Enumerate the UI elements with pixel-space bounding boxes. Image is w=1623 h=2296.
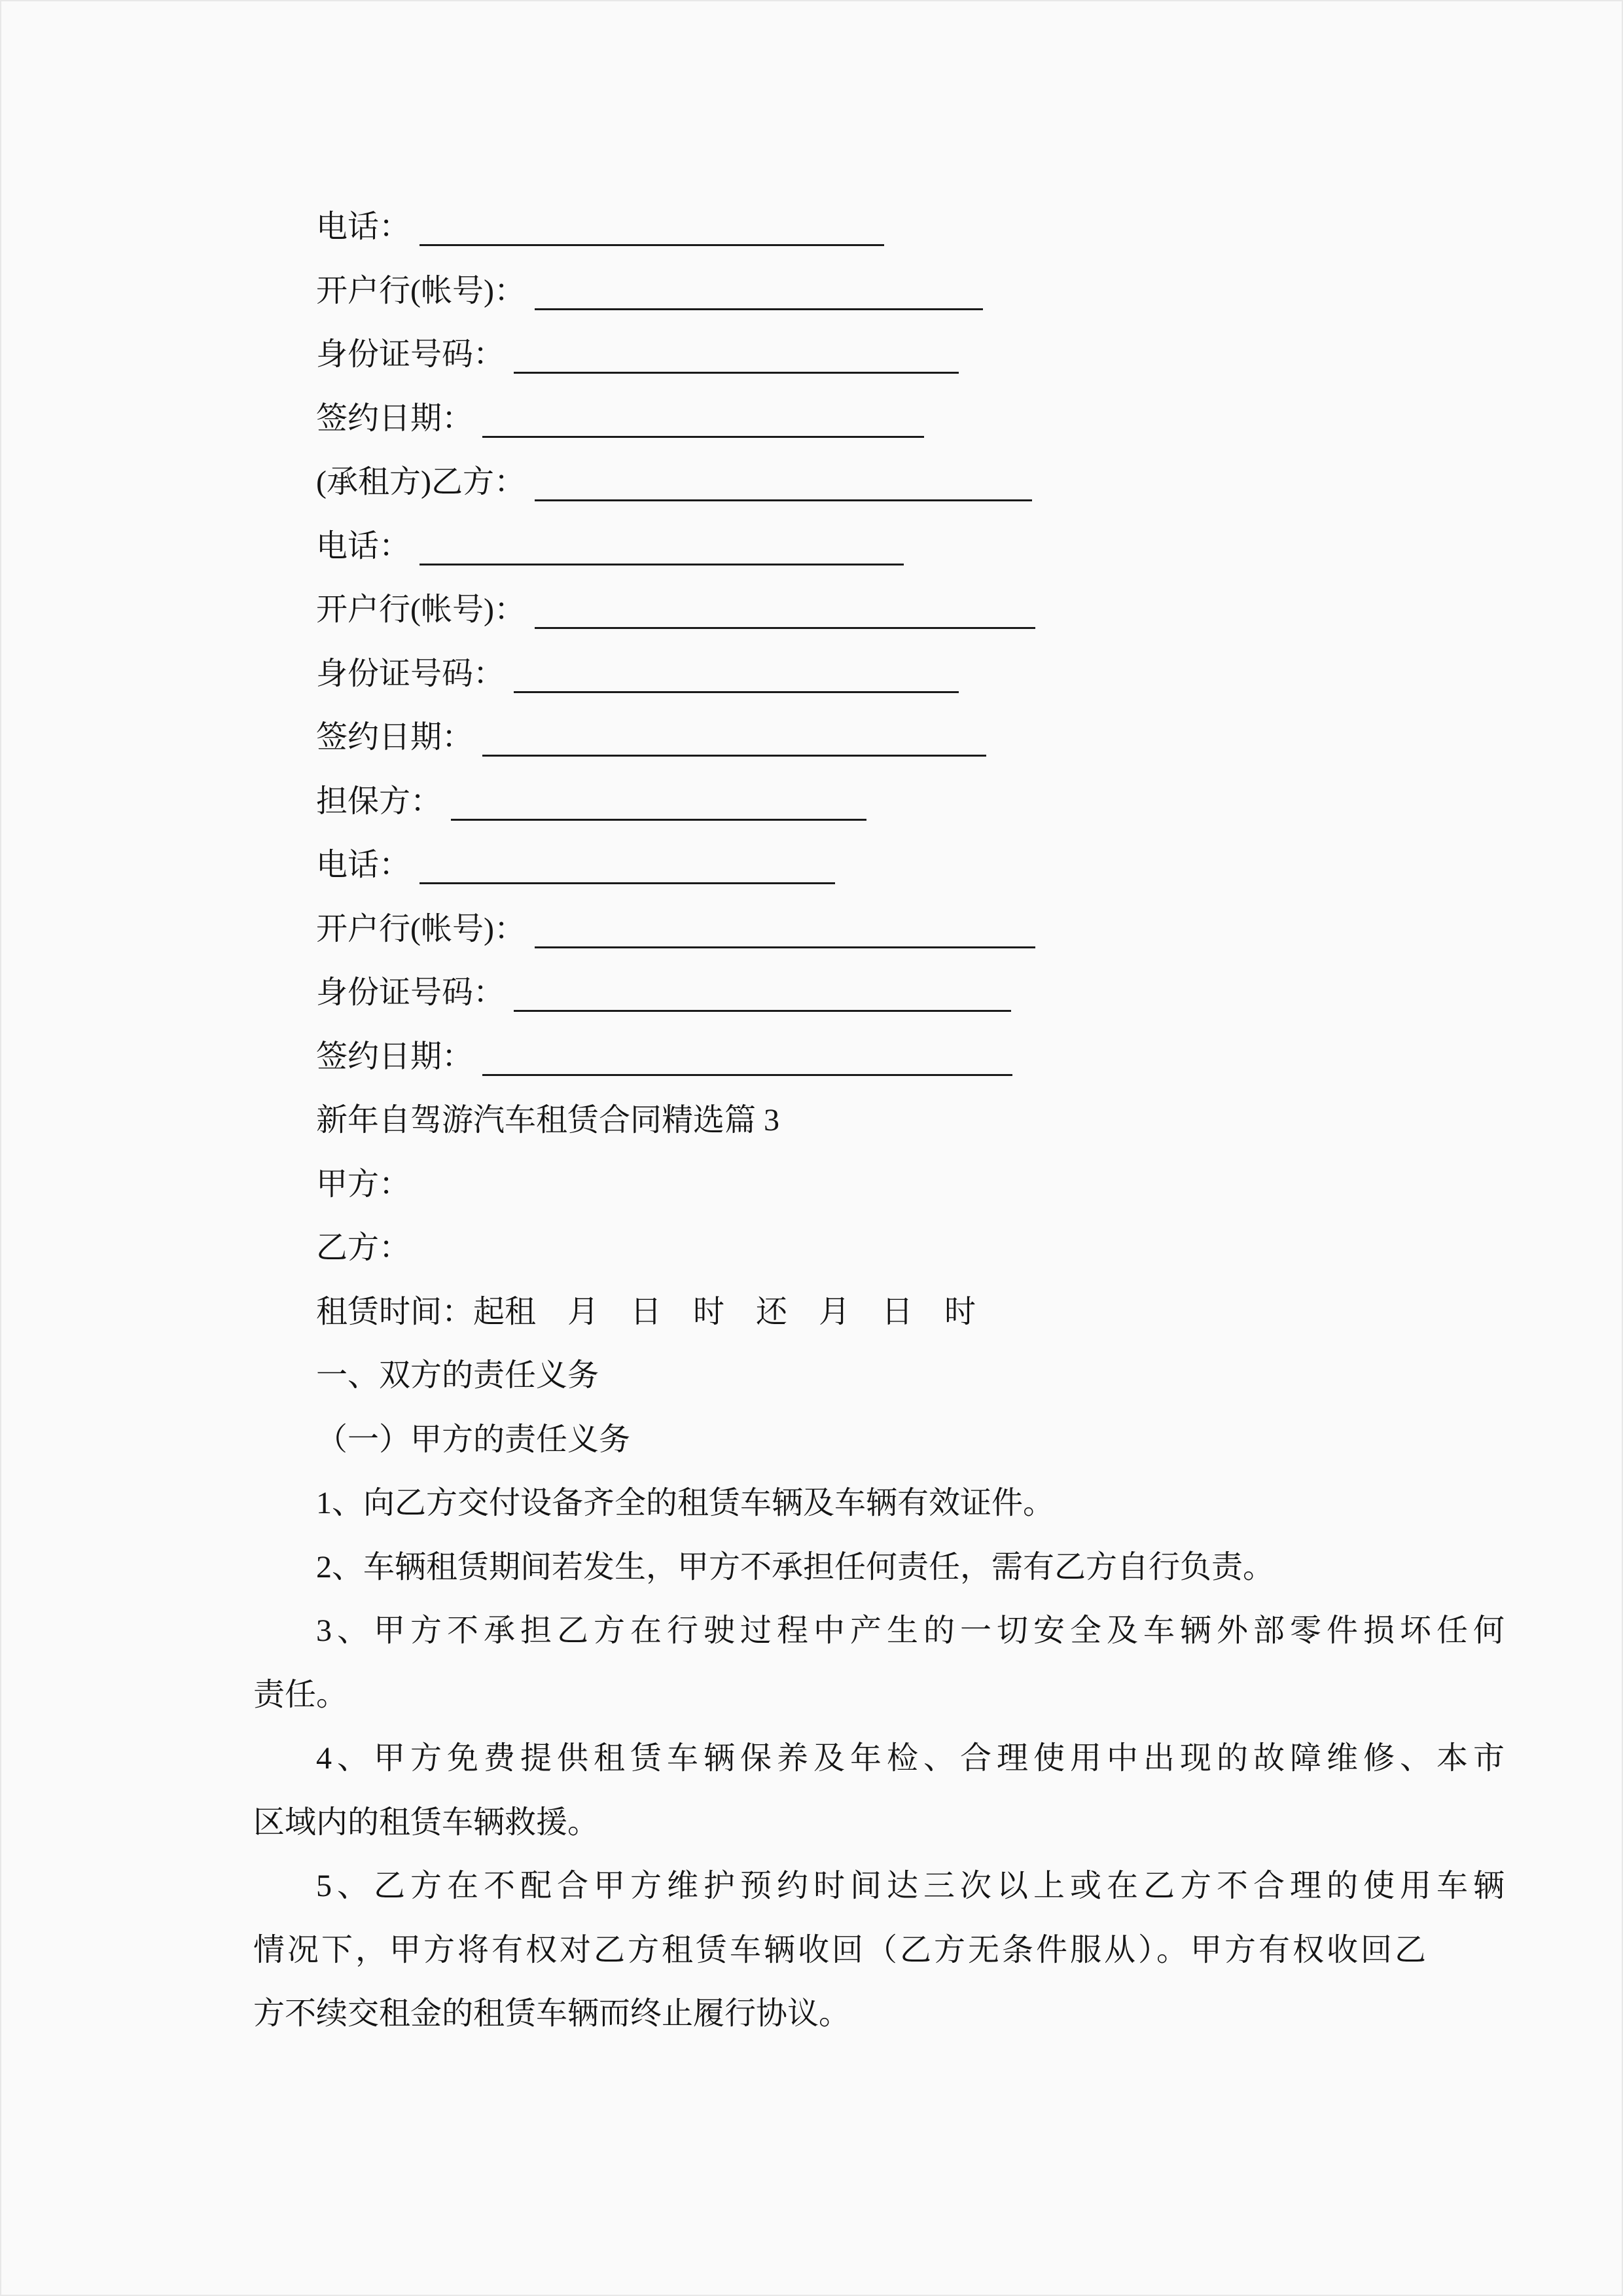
blank-underline (535, 627, 1035, 629)
blank-underline (514, 372, 959, 374)
line-text: 2、车辆租赁期间若发生，甲方不承担任何责任，需有乙方自行负责。 (316, 1549, 1275, 1585)
blank-underline (419, 244, 884, 246)
field-label: 电话： (316, 528, 411, 564)
field-label: 电话： (316, 848, 411, 882)
form-line (253, 387, 1497, 451)
line-text: 乙方： (316, 1230, 411, 1265)
line-text: 4、甲方免费提供租赁车辆保养及年检、合理使用中出现的故障维修、本市 (316, 1741, 1510, 1776)
form-line (253, 259, 1497, 323)
field-label: 开户行(帐号)： (316, 592, 526, 627)
form-line (253, 642, 1497, 706)
line-text: 区域内的租赁车辆救援。 (253, 1804, 599, 1840)
line-text: 情况下，甲方将有权对乙方租赁车辆收回（乙方无条件服从）。甲方有权收回乙 (253, 1932, 1429, 1967)
line-text: 责任。 (253, 1677, 348, 1712)
blank-underline (419, 882, 835, 884)
field-label: 签约日期： (316, 1039, 474, 1074)
field-label: 担保方： (316, 783, 442, 819)
field-label: 签约日期： (316, 401, 474, 436)
blank-underline (535, 499, 1032, 501)
text-line (253, 1535, 1497, 1600)
line-text: 一、双方的责任义务 (316, 1358, 599, 1393)
text-line (253, 1854, 1510, 1918)
blank-underline (451, 819, 866, 821)
text-line (253, 1216, 1497, 1280)
form-line (253, 706, 1497, 770)
form-line (253, 450, 1497, 514)
field-label: (承租方)乙方： (316, 465, 526, 499)
text-line (253, 1663, 1497, 1727)
blank-underline (514, 691, 959, 693)
field-label: 电话： (316, 209, 411, 244)
blank-underline (482, 755, 986, 757)
form-line (253, 323, 1497, 387)
text-line (253, 1344, 1497, 1408)
blank-underline (535, 308, 983, 310)
line-text: 新年自驾游汽车租赁合同精选篇 3 (316, 1103, 780, 1138)
line-text: 5、乙方在不配合甲方维护预约时间达三次以上或在乙方不合理的使用车辆 (316, 1869, 1510, 1903)
blank-underline (535, 946, 1035, 948)
form-line (253, 897, 1497, 961)
text-line (253, 1153, 1497, 1217)
text-line (253, 1471, 1497, 1535)
line-text: （一）甲方的责任义务 (316, 1422, 631, 1457)
form-line (253, 961, 1497, 1025)
text-line (253, 1918, 1497, 1982)
form-line (253, 1025, 1497, 1089)
field-label: 身份证号码： (316, 337, 505, 372)
line-text: 3、甲方不承担乙方在行驶过程中产生的一切安全及车辆外部零件损坏任何 (316, 1613, 1510, 1648)
text-line (253, 1791, 1497, 1855)
text-line (253, 1280, 1497, 1344)
line-text: 甲方： (316, 1166, 411, 1202)
form-line (253, 514, 1497, 579)
text-line (253, 1599, 1510, 1663)
field-label: 身份证号码： (316, 975, 505, 1010)
text-line (253, 1982, 1497, 2046)
blank-underline (482, 436, 924, 438)
blank-underline (482, 1074, 1012, 1076)
text-line (253, 1727, 1510, 1791)
document-body (253, 195, 1510, 2046)
line-text: 租赁时间：起租 月 日 时 还 月 日 时 (316, 1294, 976, 1329)
blank-underline (514, 1010, 1011, 1012)
field-label: 身份证号码： (316, 656, 505, 691)
field-label: 开户行(帐号)： (316, 273, 526, 308)
blank-underline (419, 564, 904, 565)
form-line (253, 833, 1497, 897)
line-text: 方不续交租金的租赁车辆而终止履行协议。 (253, 1996, 851, 2031)
form-line (253, 578, 1497, 642)
text-line (253, 1408, 1497, 1472)
doc-title (253, 1088, 1497, 1153)
form-line (253, 195, 1497, 259)
line-text: 1、向乙方交付设备齐全的租赁车辆及车辆有效证件。 (316, 1486, 1055, 1520)
field-label: 开户行(帐号)： (316, 911, 526, 946)
field-label: 签约日期： (316, 720, 474, 755)
form-line (253, 770, 1497, 834)
